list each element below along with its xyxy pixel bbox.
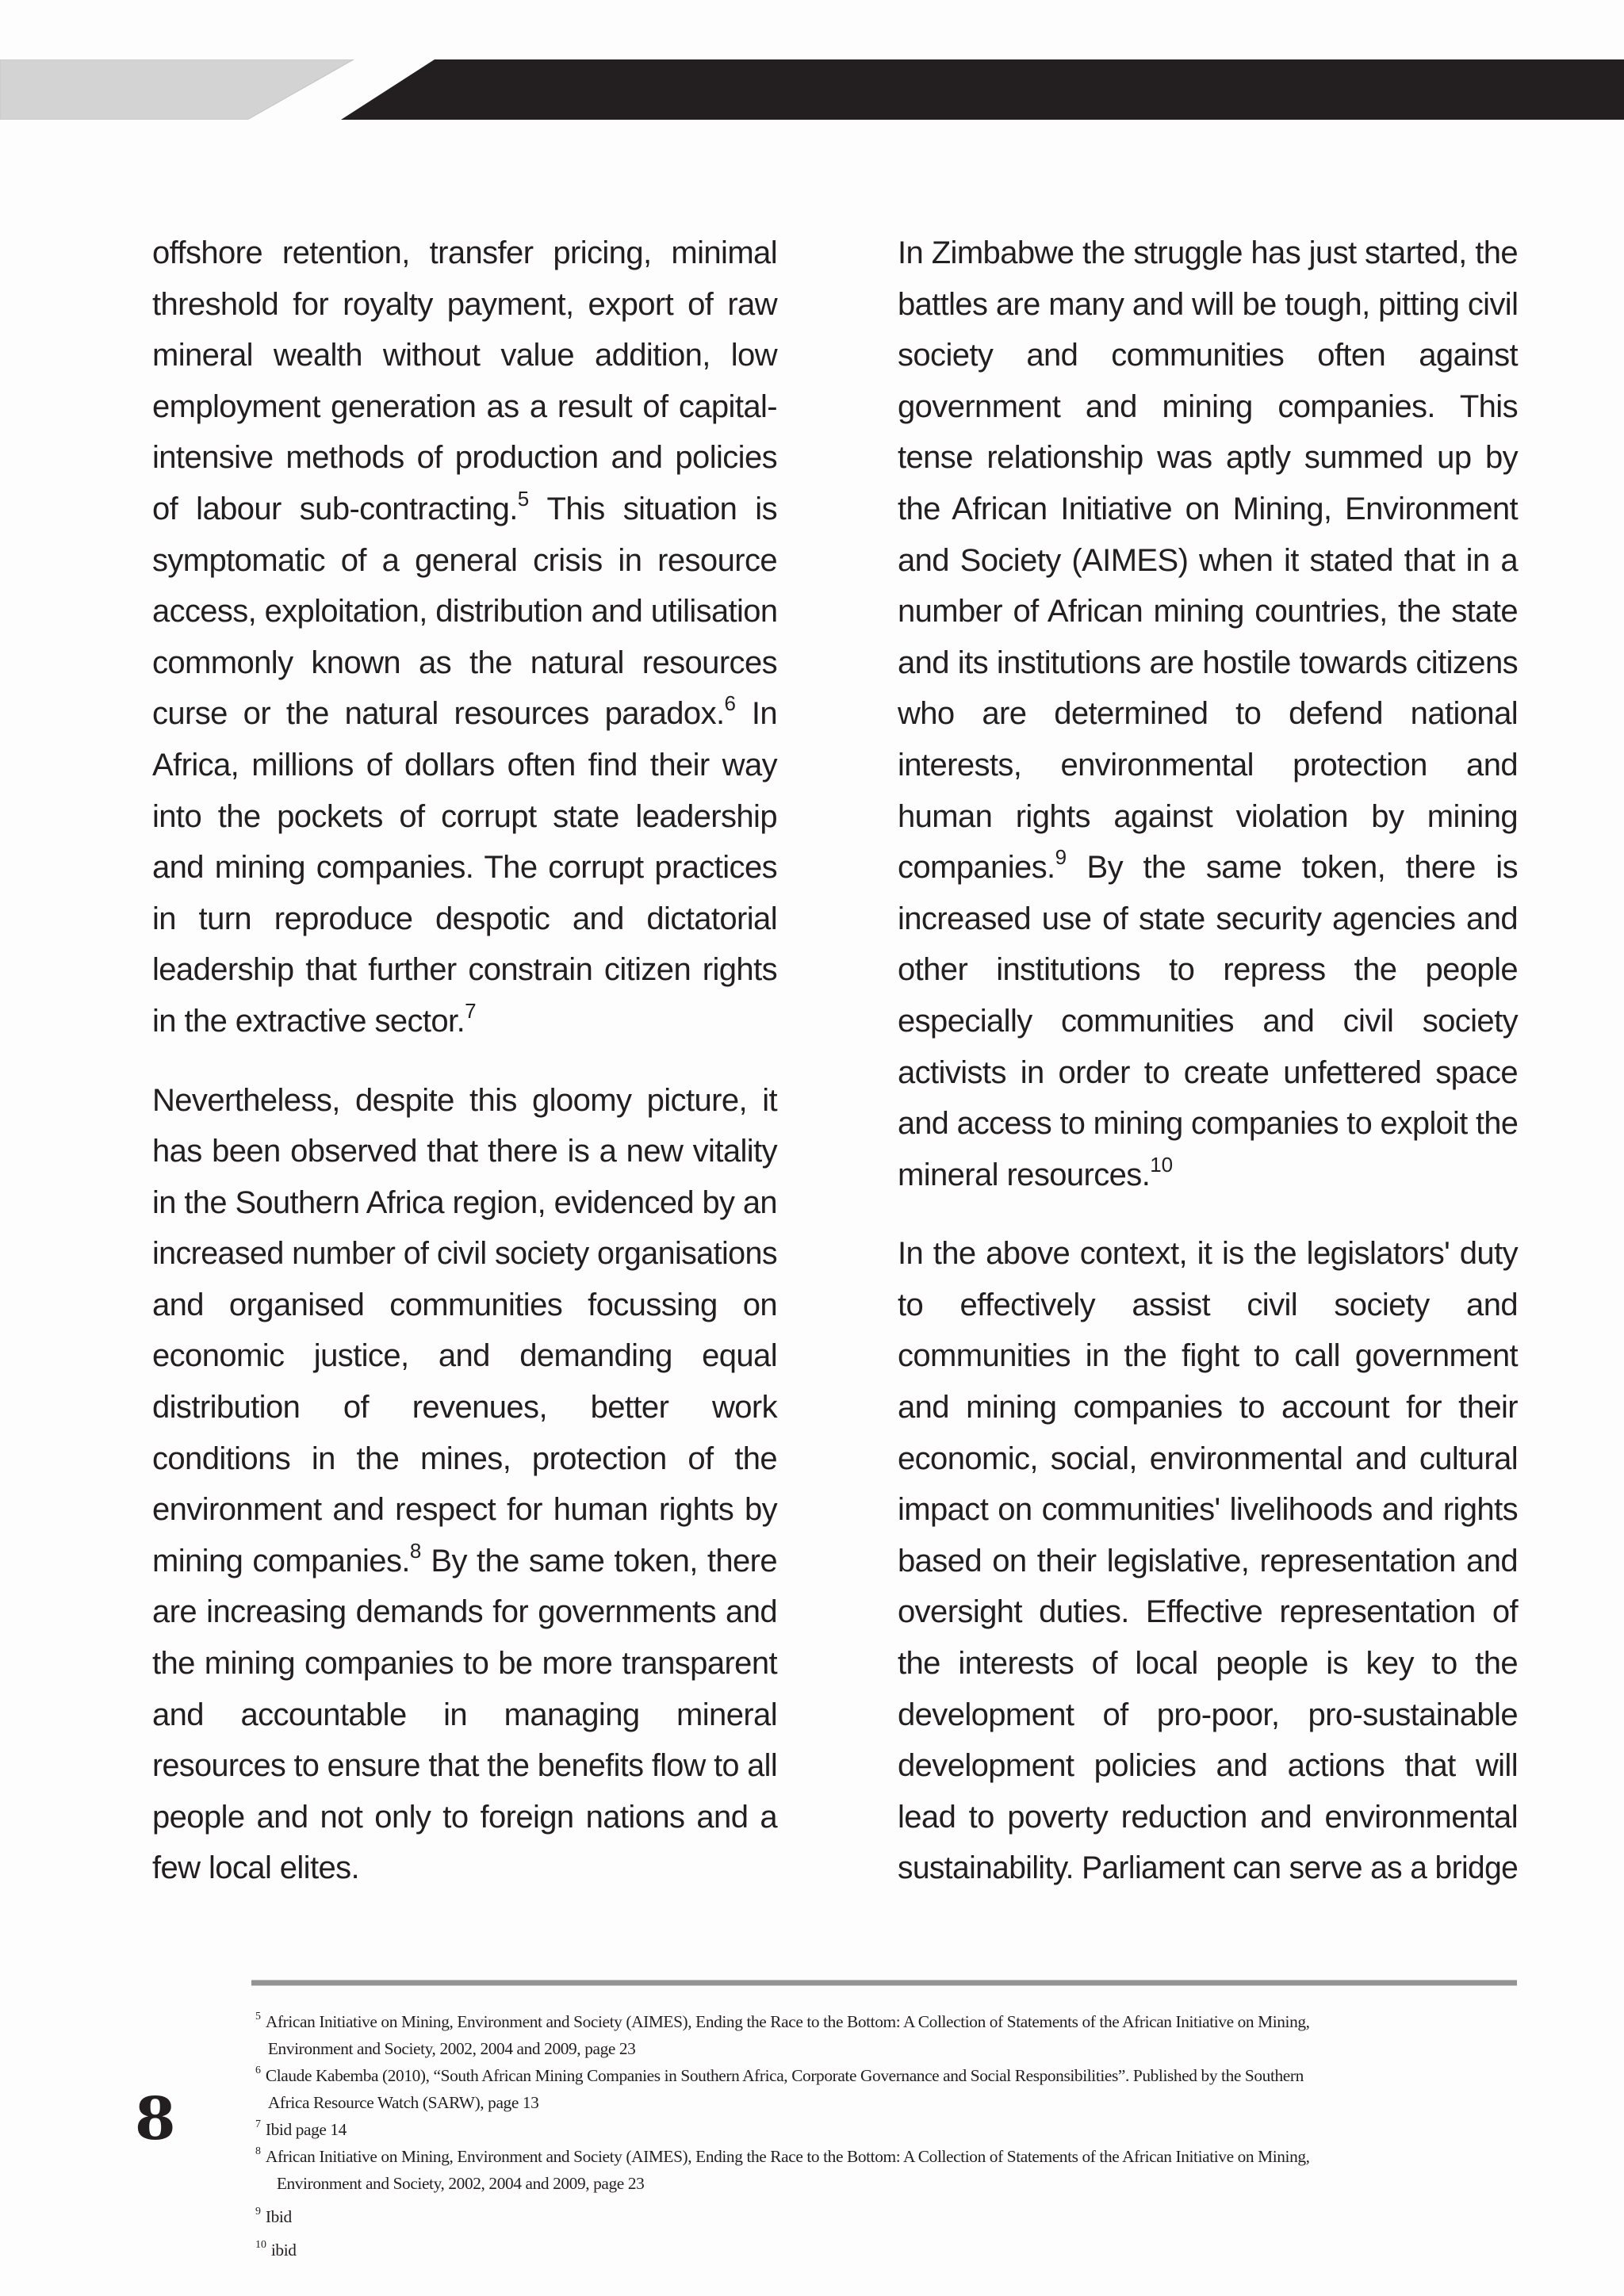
text-line bbox=[152, 688, 777, 740]
header-dark-shape bbox=[341, 59, 1624, 120]
line-text: and access to mining companies to exploit the bbox=[898, 1106, 1519, 1142]
line-text: in the extractive sector. bbox=[152, 1003, 465, 1039]
text-line bbox=[898, 1330, 1518, 1382]
line-text: human rights against violation by mining bbox=[898, 798, 1518, 834]
text-line bbox=[152, 1792, 777, 1843]
line-text: companies. bbox=[898, 850, 1055, 886]
paragraph bbox=[898, 1228, 1518, 1894]
line-text: activists in order to create unfettered space bbox=[898, 1054, 1518, 1090]
text-line bbox=[898, 1484, 1518, 1536]
line-text: resources to ensure that the benefits flow to all bbox=[152, 1748, 778, 1784]
text-line bbox=[898, 1228, 1518, 1280]
line-text: other institutions to repress the people bbox=[898, 952, 1518, 988]
line-text: oversight duties. Effective representation of bbox=[898, 1594, 1518, 1630]
line-text: has been observed that there is a new vitality bbox=[152, 1134, 777, 1169]
text-line bbox=[152, 1382, 777, 1433]
line-text: development policies and actions that will bbox=[898, 1748, 1518, 1784]
text-line bbox=[152, 1536, 777, 1587]
line-text: development of pro-poor, pro-sustainable bbox=[898, 1697, 1518, 1732]
line-text: people and not only to foreign nations and a bbox=[152, 1799, 777, 1835]
line-text: By the same token, there is bbox=[1067, 850, 1518, 886]
footnote-reference[interactable]: 7 bbox=[465, 998, 477, 1023]
footnote-item bbox=[255, 2203, 1516, 2230]
line-text: leadership that further constrain citizen rights bbox=[152, 952, 777, 988]
text-line bbox=[898, 1433, 1518, 1485]
footnote-item bbox=[255, 2143, 1516, 2197]
line-text: employment generation as a result of capital- bbox=[152, 388, 777, 424]
footnote-text-continued: Environment and Society, 2002, 2004 and 2009, page 23 bbox=[267, 2039, 636, 2058]
text-line bbox=[152, 1689, 777, 1741]
footnotes bbox=[255, 2008, 1524, 2263]
text-line bbox=[152, 1740, 777, 1792]
line-text: lead to poverty reduction and environmental bbox=[898, 1799, 1518, 1835]
line-text: commonly known as the natural resources bbox=[152, 645, 777, 680]
line-text: and mining companies. The corrupt practices bbox=[152, 850, 777, 886]
paragraph bbox=[152, 1075, 777, 1895]
line-text: In Zimbabwe the struggle has just started, the bbox=[898, 235, 1518, 270]
text-line bbox=[152, 1075, 777, 1127]
footnote-divider bbox=[251, 1980, 1517, 1986]
footnote-item bbox=[255, 2116, 1516, 2143]
header-light-shape bbox=[0, 59, 354, 120]
line-text: symptomatic of a general crisis in resource bbox=[152, 542, 777, 578]
text-line bbox=[898, 432, 1518, 484]
text-line bbox=[152, 637, 777, 689]
text-line bbox=[898, 1740, 1518, 1792]
line-text: sustainability. Parliament can serve as a bridge bbox=[898, 1850, 1519, 1886]
header-decoration bbox=[0, 59, 1624, 120]
text-line bbox=[152, 842, 777, 894]
line-text: based on their legislative, representation and bbox=[898, 1543, 1518, 1578]
text-line bbox=[152, 1228, 777, 1280]
text-line bbox=[152, 1843, 777, 1894]
footnote-text: Ibid bbox=[265, 2207, 292, 2226]
line-text: government and mining companies. This bbox=[898, 388, 1518, 424]
line-text: few local elites. bbox=[152, 1850, 360, 1886]
text-line bbox=[152, 1330, 777, 1382]
line-text: intensive methods of production and policies bbox=[152, 440, 777, 476]
text-line bbox=[898, 1098, 1518, 1150]
line-text: to effectively assist civil society and bbox=[898, 1287, 1518, 1322]
text-line bbox=[152, 484, 777, 535]
text-line bbox=[898, 228, 1518, 279]
text-line bbox=[898, 484, 1518, 535]
footnote-number: 8 bbox=[255, 2145, 261, 2157]
line-text: are increasing demands for governments and bbox=[152, 1594, 777, 1630]
footnote-number: 5 bbox=[255, 2011, 261, 2022]
line-text: threshold for royalty payment, export of raw bbox=[152, 286, 777, 322]
text-line bbox=[152, 791, 777, 843]
text-line bbox=[152, 228, 777, 279]
text-line bbox=[152, 586, 777, 637]
text-line bbox=[898, 1843, 1518, 1894]
text-line bbox=[152, 279, 777, 331]
text-line bbox=[152, 1484, 777, 1536]
line-text: conditions in the mines, protection of the bbox=[152, 1441, 777, 1476]
line-text: access, exploitation, distribution and utilisation bbox=[152, 594, 778, 629]
line-text: the interests of local people is key to the bbox=[898, 1646, 1518, 1682]
footnote-number: 9 bbox=[255, 2206, 261, 2218]
footnote-number: 6 bbox=[255, 2064, 261, 2076]
text-line bbox=[898, 791, 1518, 843]
footnote-number: 10 bbox=[255, 2239, 266, 2251]
line-text: and mining companies to account for their bbox=[898, 1390, 1518, 1425]
line-text: mineral resources. bbox=[898, 1157, 1151, 1192]
line-text: the African Initiative on Mining, Environment bbox=[898, 491, 1518, 526]
line-text: in the Southern Africa region, evidenced by an bbox=[152, 1184, 777, 1220]
line-text: In the above context, it is the legislators' duty bbox=[898, 1236, 1518, 1272]
text-line bbox=[898, 1150, 1518, 1201]
line-text: By the same token, there bbox=[421, 1543, 777, 1578]
line-text: mining companies. bbox=[152, 1543, 410, 1578]
text-line bbox=[152, 1638, 777, 1689]
line-text: and organised communities focussing on bbox=[152, 1287, 777, 1322]
line-text: economic justice, and demanding equal bbox=[152, 1338, 777, 1374]
text-line bbox=[152, 894, 777, 945]
text-line bbox=[898, 740, 1518, 791]
footnote-text: African Initiative on Mining, Environment and Society (AIMES), Ending the Race to the Bottom: A Collection of Statements of the African Initiative on Mining, bbox=[265, 2012, 1310, 2031]
header-band bbox=[0, 59, 1624, 120]
text-line bbox=[898, 944, 1518, 996]
line-text: battles are many and will be tough, pitting civil bbox=[898, 286, 1519, 322]
footnote-reference[interactable]: 9 bbox=[1055, 845, 1067, 870]
footnote-reference[interactable]: 5 bbox=[517, 486, 530, 511]
page-number: 8 bbox=[135, 2085, 176, 2153]
line-text: into the pockets of corrupt state leadership bbox=[152, 798, 777, 834]
line-text: This situation is bbox=[529, 491, 777, 526]
line-text: In bbox=[735, 696, 777, 732]
text-line bbox=[898, 637, 1518, 689]
text-line bbox=[898, 1586, 1518, 1638]
line-text: curse or the natural resources paradox. bbox=[152, 696, 725, 732]
paragraph bbox=[898, 228, 1518, 1200]
text-line bbox=[898, 1689, 1518, 1741]
text-line bbox=[152, 330, 777, 381]
text-line bbox=[898, 381, 1518, 433]
text-line bbox=[152, 996, 777, 1047]
line-text: environment and respect for human rights by bbox=[152, 1492, 777, 1528]
text-line bbox=[152, 381, 777, 433]
line-text: increased number of civil society organisations bbox=[152, 1236, 777, 1272]
footnote-reference[interactable]: 6 bbox=[724, 691, 736, 716]
line-text: Nevertheless, despite this gloomy picture, it bbox=[152, 1082, 777, 1118]
line-text: society and communities often against bbox=[898, 338, 1518, 373]
text-line bbox=[898, 1536, 1518, 1587]
footnote-text-continued: Environment and Society, 2002, 2004 and 2009, page 23 bbox=[276, 2174, 645, 2193]
line-text: in turn reproduce despotic and dictatorial bbox=[152, 901, 777, 936]
line-text: number of African mining countries, the state bbox=[898, 594, 1518, 629]
line-text: of labour sub-contracting. bbox=[152, 491, 518, 526]
line-text: distribution of revenues, better work bbox=[152, 1390, 777, 1425]
footnote-text-continued: Africa Resource Watch (SARW), page 13 bbox=[267, 2093, 539, 2112]
line-text: Africa, millions of dollars often find their way bbox=[152, 747, 777, 783]
footnote-text: African Initiative on Mining, Environment and Society (AIMES), Ending the Race to the Bottom: A Collection of Statements of the African Initiative on Mining, bbox=[265, 2147, 1310, 2166]
text-line bbox=[898, 1638, 1518, 1689]
line-text: communities in the fight to call government bbox=[898, 1338, 1518, 1374]
text-line bbox=[898, 1047, 1518, 1099]
footnote-number: 7 bbox=[255, 2118, 261, 2130]
line-text: offshore retention, transfer pricing, minimal bbox=[152, 235, 777, 270]
text-line bbox=[898, 535, 1518, 587]
line-text: and Society (AIMES) when it stated that in a bbox=[898, 542, 1518, 578]
line-text: and accountable in managing mineral bbox=[152, 1697, 777, 1732]
text-line bbox=[898, 1792, 1518, 1843]
text-line bbox=[152, 535, 777, 587]
text-line bbox=[152, 1177, 777, 1229]
paragraph bbox=[152, 228, 777, 1047]
text-line bbox=[898, 279, 1518, 331]
line-text: interests, environmental protection and bbox=[898, 747, 1518, 783]
footnote-text: Claude Kabemba (2010), “South African Mining Companies in Southern Africa, Corporate Governance and Social Responsibilities”. Published by the Southern bbox=[265, 2066, 1304, 2085]
footnote-item bbox=[255, 2062, 1516, 2116]
text-line bbox=[898, 586, 1518, 637]
line-text: the mining companies to be more transparent bbox=[152, 1646, 777, 1682]
line-text: impact on communities' livelihoods and rights bbox=[898, 1492, 1518, 1528]
line-text: especially communities and civil society bbox=[898, 1003, 1518, 1039]
text-line bbox=[152, 1126, 777, 1177]
text-line bbox=[152, 944, 777, 996]
text-line bbox=[898, 842, 1518, 894]
text-line bbox=[898, 1382, 1518, 1433]
text-line bbox=[152, 740, 777, 791]
text-line bbox=[152, 1433, 777, 1485]
line-text: and its institutions are hostile towards citizens bbox=[898, 645, 1518, 680]
footnote-text: Ibid page 14 bbox=[265, 2120, 347, 2139]
text-line bbox=[898, 1280, 1518, 1331]
footnote-reference[interactable]: 10 bbox=[1150, 1152, 1174, 1177]
footnote-item bbox=[255, 2008, 1516, 2062]
text-line bbox=[898, 688, 1518, 740]
footnote-text: ibid bbox=[270, 2241, 297, 2260]
left-column bbox=[152, 228, 777, 1894]
text-line bbox=[898, 894, 1518, 945]
footnote-reference[interactable]: 8 bbox=[409, 1538, 422, 1563]
text-line bbox=[152, 1586, 777, 1638]
footnote-item bbox=[255, 2237, 1516, 2263]
right-column bbox=[898, 228, 1518, 1894]
text-line bbox=[898, 996, 1518, 1047]
text-line bbox=[152, 432, 777, 484]
line-text: who are determined to defend national bbox=[898, 696, 1518, 732]
line-text: economic, social, environmental and cultural bbox=[898, 1441, 1518, 1476]
line-text: tense relationship was aptly summed up by bbox=[898, 440, 1518, 476]
text-line bbox=[152, 1280, 777, 1331]
line-text: mineral wealth without value addition, low bbox=[152, 338, 777, 373]
line-text: increased use of state security agencies and bbox=[898, 901, 1518, 936]
text-line bbox=[898, 330, 1518, 381]
